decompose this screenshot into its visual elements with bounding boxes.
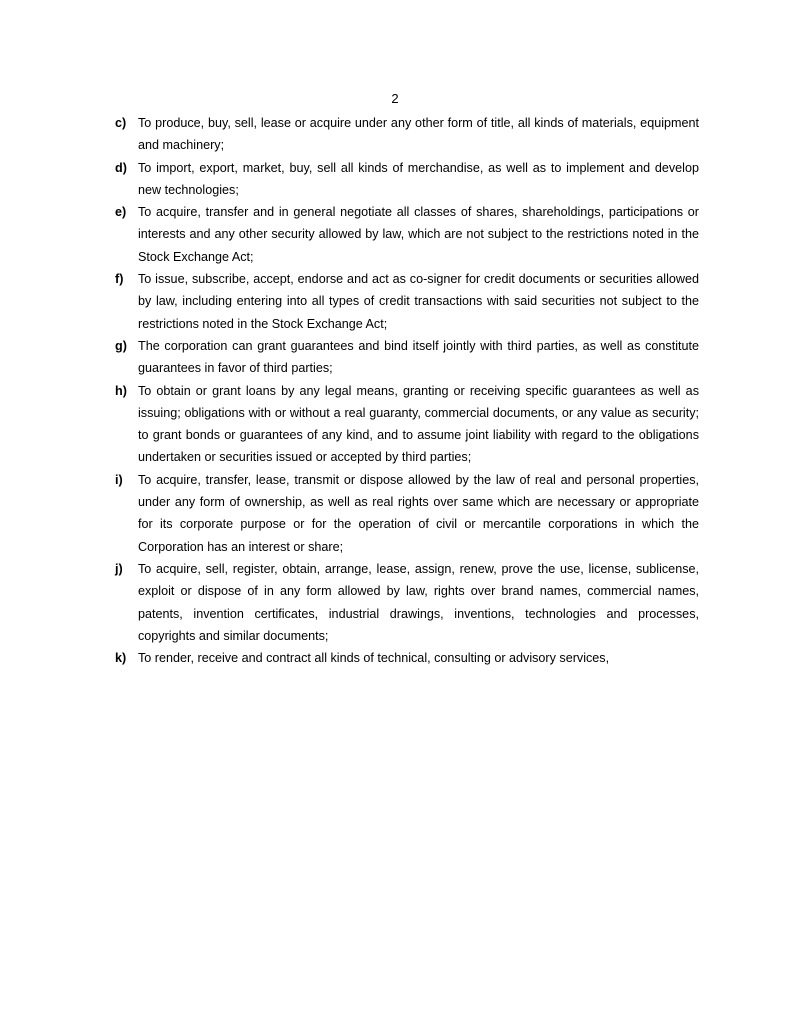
clause-item-g xyxy=(115,335,699,380)
clause-item-i xyxy=(115,469,699,558)
clause-text: The corporation can grant guarantees and bind itself jointly with third parties, as well as constitute guarantees in favor of third parties; xyxy=(138,338,699,376)
clause-text: To acquire, sell, register, obtain, arrange, lease, assign, renew, prove the use, license, sublicense, exploit or dispose of in any form allowed by law, rights over brand names, commercial names, patents, invention certificates, industrial drawings, inventions, technologies and processes, copyrights and similar documents; xyxy=(138,561,699,643)
clause-letter: e) xyxy=(115,205,127,220)
clause-item-d xyxy=(115,157,699,202)
clause-item-f xyxy=(115,268,699,335)
clause-text: To obtain or grant loans by any legal means, granting or receiving specific guarantees as well as issuing; obligations with or without a real guaranty, commercial documents, or any value as security; to grant bonds or guarantees of any kind, and to assume joint liability with regard to the obligations undertaken or securities issued or accepted by third parties; xyxy=(138,383,699,465)
clause-item-j xyxy=(115,558,699,647)
clause-letter: f) xyxy=(115,272,124,287)
page-number: 2 xyxy=(391,91,399,106)
clause-letter: k) xyxy=(115,651,127,666)
clause-item-h xyxy=(115,380,699,469)
clause-letter: d) xyxy=(115,160,127,175)
clause-item-k xyxy=(115,647,699,669)
clause-text: To produce, buy, sell, lease or acquire under any other form of title, all kinds of materials, equipment and machinery; xyxy=(138,116,699,153)
clause-text: To render, receive and contract all kinds of technical, consulting or advisory services, xyxy=(138,651,610,666)
clause-letter: j) xyxy=(115,561,123,576)
clause-item-c xyxy=(115,112,699,157)
clause-letter: h) xyxy=(115,383,127,398)
clause-item-e xyxy=(115,201,699,268)
clause-letter: c) xyxy=(115,116,127,130)
clause-text: To issue, subscribe, accept, endorse and act as co-signer for credit documents or securities allowed by law, including entering into all types of credit transactions with said securities not subject to the restrictions noted in the Stock Exchange Act; xyxy=(138,272,699,331)
clause-text: To import, export, market, buy, sell all kinds of merchandise, as well as to implement and develop new technologies; xyxy=(138,160,699,197)
clause-letter: i) xyxy=(115,472,123,487)
clause-list xyxy=(115,112,699,669)
clause-text: To acquire, transfer and in general negotiate all classes of shares, shareholdings, participations or interests and any other security allowed by law, which are not subject to the restrictions noted in the Stock Exchange Act; xyxy=(138,205,699,264)
clause-letter: g) xyxy=(115,338,127,353)
clause-text: To acquire, transfer, lease, transmit or dispose allowed by the law of real and personal properties, under any form of ownership, as well as real rights over same which are necessary or appropriate for its corporate purpose or for the operation of civil or mercantile corporations in which the Corporation has an interest or share; xyxy=(138,472,699,554)
